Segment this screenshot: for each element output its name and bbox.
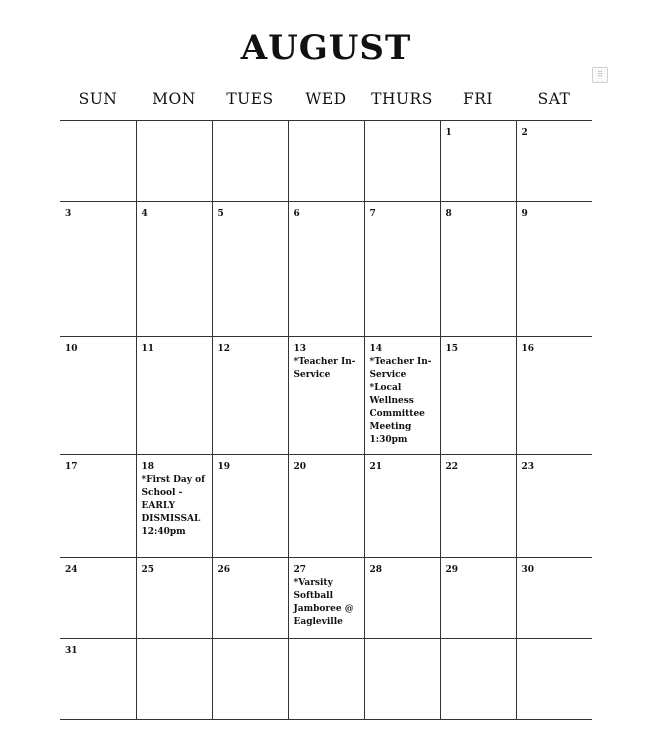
calendar-day-cell[interactable] — [440, 455, 516, 558]
calendar-day-cell[interactable] — [288, 202, 364, 337]
day-number: 15 — [445, 344, 459, 354]
drag-handle-icon[interactable]: ⠿ — [592, 67, 608, 83]
calendar-day-cell[interactable] — [516, 639, 592, 720]
day-number: 20 — [293, 462, 307, 472]
calendar-day-cell[interactable] — [288, 121, 364, 202]
day-number: 14 — [369, 344, 383, 354]
calendar-day-cell[interactable] — [60, 337, 136, 455]
calendar-day-cell[interactable] — [516, 202, 592, 337]
calendar-day-cell[interactable] — [136, 337, 212, 455]
calendar-day-cell[interactable] — [136, 202, 212, 337]
calendar-day-cell[interactable] — [212, 202, 288, 337]
calendar-day-cell[interactable] — [212, 455, 288, 558]
calendar-day-cell[interactable] — [364, 121, 440, 202]
calendar-week-row — [60, 202, 592, 337]
day-number: 29 — [445, 565, 459, 575]
day-number: 7 — [369, 209, 376, 219]
weekday-sat: SAT — [537, 90, 571, 108]
calendar-week-row — [60, 455, 592, 558]
day-number: 18 — [141, 462, 155, 472]
calendar-day-cell[interactable] — [288, 455, 364, 558]
day-number: 19 — [217, 462, 231, 472]
calendar-day-cell[interactable] — [136, 121, 212, 202]
calendar-week-row — [60, 337, 592, 455]
day-number: 23 — [521, 462, 535, 472]
calendar-day-cell[interactable] — [288, 558, 364, 639]
month-title: AUGUST — [240, 28, 412, 68]
weekday-thurs: THURS — [371, 90, 433, 108]
day-number: 9 — [521, 209, 528, 219]
calendar-event: *Local Wellness Committee Meeting 1:30pm — [369, 383, 425, 445]
day-number: 8 — [445, 209, 452, 219]
day-number: 22 — [445, 462, 459, 472]
calendar-day-cell[interactable] — [440, 121, 516, 202]
day-number: 10 — [65, 344, 78, 354]
weekday-mon: MON — [152, 90, 196, 108]
day-number: 13 — [293, 344, 307, 354]
calendar-day-cell[interactable] — [136, 455, 212, 558]
calendar-day-cell[interactable] — [212, 121, 288, 202]
day-number: 16 — [521, 344, 535, 354]
calendar-day-cell[interactable] — [364, 455, 440, 558]
calendar-grid — [60, 120, 592, 720]
weekday-wed: WED — [305, 90, 347, 108]
day-number: 27 — [293, 565, 307, 575]
calendar-day-cell[interactable] — [60, 455, 136, 558]
day-number: 2 — [521, 128, 528, 138]
day-number: 31 — [65, 646, 78, 656]
calendar-day-cell[interactable] — [440, 558, 516, 639]
calendar-day-cell[interactable] — [516, 121, 592, 202]
day-number: 26 — [217, 565, 231, 575]
day-number: 28 — [369, 565, 383, 575]
calendar-week-row — [60, 558, 592, 639]
day-number: 24 — [65, 565, 78, 575]
calendar-day-cell[interactable] — [212, 558, 288, 639]
calendar-day-cell[interactable] — [136, 558, 212, 639]
calendar-event: *Varsity Softball Jamboree @ Eagleville — [293, 578, 354, 627]
calendar-day-cell[interactable] — [288, 639, 364, 720]
calendar-day-cell[interactable] — [440, 337, 516, 455]
day-number: 6 — [293, 209, 300, 219]
calendar-day-cell[interactable] — [364, 558, 440, 639]
calendar-day-cell[interactable] — [516, 455, 592, 558]
calendar-week-row — [60, 639, 592, 720]
day-number: 21 — [369, 462, 383, 472]
calendar-day-cell[interactable] — [136, 639, 212, 720]
calendar-event: *Teacher In-Service — [369, 357, 432, 380]
calendar-day-cell[interactable] — [516, 558, 592, 639]
calendar-day-cell[interactable] — [364, 639, 440, 720]
calendar-event: *Teacher In-Service — [293, 357, 356, 380]
day-number: 25 — [141, 565, 155, 575]
day-number: 30 — [521, 565, 535, 575]
weekday-header-row — [60, 90, 592, 108]
weekday-tues: TUES — [226, 90, 274, 108]
day-number: 3 — [65, 209, 72, 219]
day-number: 17 — [65, 462, 78, 472]
calendar-day-cell[interactable] — [364, 202, 440, 337]
calendar-day-cell[interactable] — [212, 337, 288, 455]
day-number: 5 — [217, 209, 224, 219]
weekday-sun: SUN — [78, 90, 118, 108]
day-number: 12 — [217, 344, 231, 354]
day-number: 1 — [445, 128, 452, 138]
calendar-day-cell[interactable] — [60, 121, 136, 202]
calendar-event: *First Day of School - EARLY DISMISSAL 12:40pm — [141, 475, 205, 537]
calendar-day-cell[interactable] — [288, 337, 364, 455]
calendar-day-cell[interactable] — [60, 558, 136, 639]
calendar-day-cell[interactable] — [60, 202, 136, 337]
calendar-day-cell[interactable] — [516, 337, 592, 455]
calendar-day-cell[interactable] — [440, 202, 516, 337]
weekday-fri: FRI — [462, 90, 494, 108]
calendar-day-cell[interactable] — [440, 639, 516, 720]
calendar-day-cell[interactable] — [60, 639, 136, 720]
calendar-day-cell[interactable] — [212, 639, 288, 720]
day-number: 11 — [141, 344, 155, 354]
day-number: 4 — [141, 209, 148, 219]
calendar-week-row — [60, 121, 592, 202]
calendar-day-cell[interactable] — [364, 337, 440, 455]
